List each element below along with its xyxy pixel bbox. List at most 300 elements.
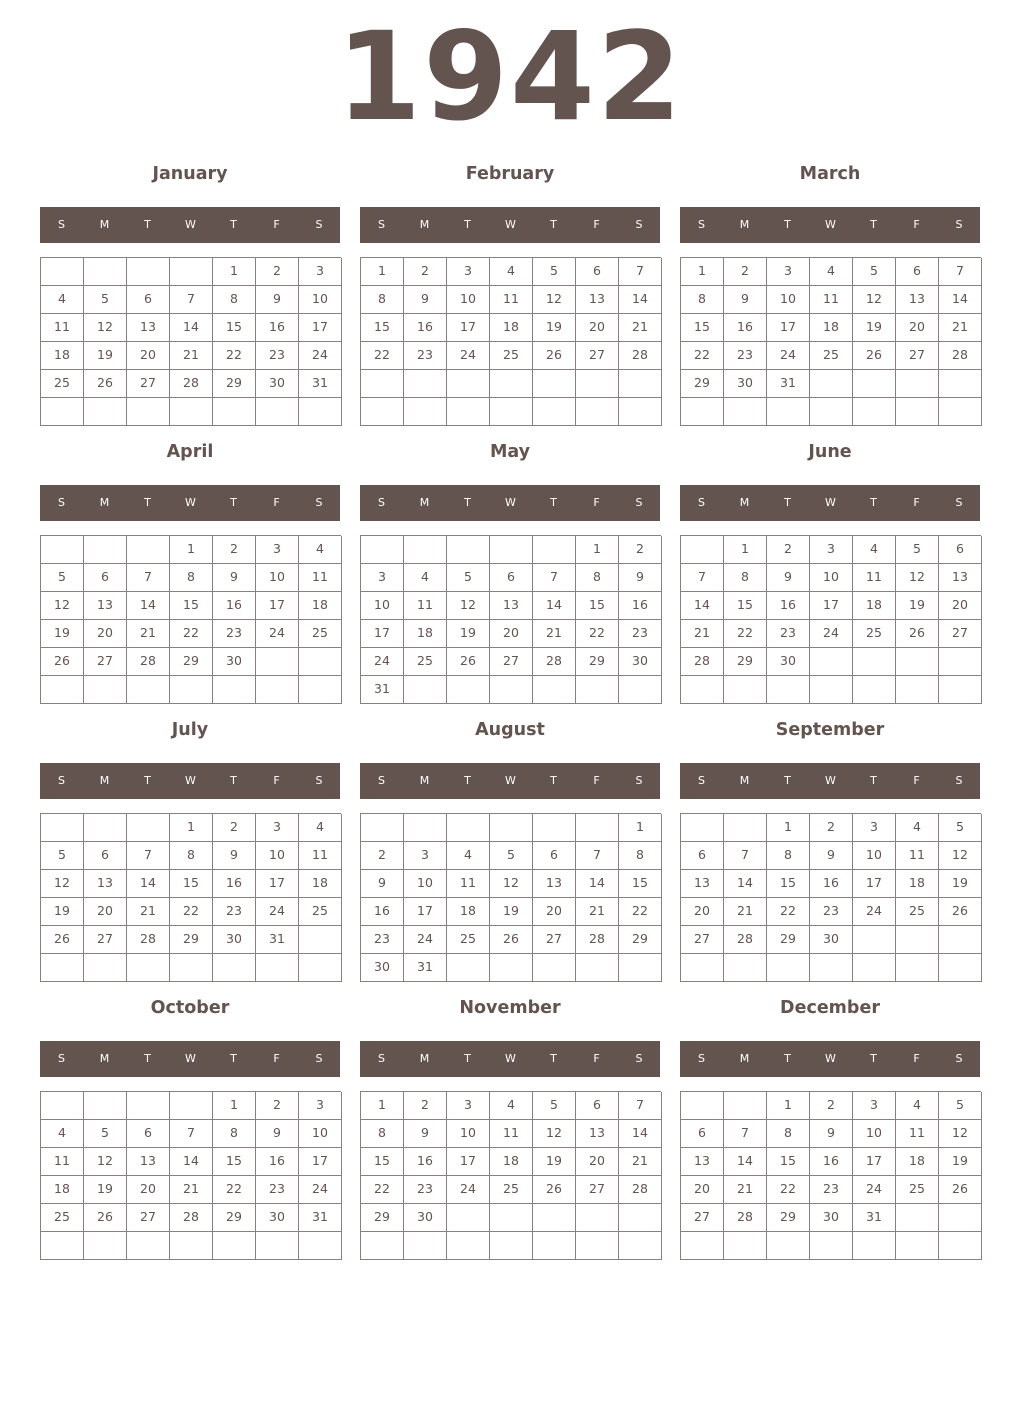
day-cell: 2 (619, 536, 662, 564)
day-cell: 28 (127, 926, 170, 954)
day-cell: 24 (853, 1176, 896, 1204)
day-cell: 27 (896, 342, 939, 370)
empty-cell (853, 1232, 896, 1260)
day-cell: 7 (533, 564, 576, 592)
empty-cell (576, 1232, 619, 1260)
month-title: July (171, 720, 209, 740)
weekday-header (680, 763, 980, 799)
day-cell: 1 (361, 258, 404, 286)
day-cell: 29 (767, 926, 810, 954)
weekday-label: S (315, 1052, 323, 1065)
day-cell: 20 (939, 592, 982, 620)
day-cell: 21 (533, 620, 576, 648)
day-cell: 5 (896, 536, 939, 564)
weekday-header (360, 763, 660, 799)
empty-cell (939, 370, 982, 398)
day-cell: 23 (767, 620, 810, 648)
day-cell: 7 (576, 842, 619, 870)
day-cell: 19 (84, 1176, 127, 1204)
empty-cell (84, 1232, 127, 1260)
empty-cell (447, 676, 490, 704)
empty-cell (619, 954, 662, 982)
day-cell: 25 (490, 1176, 533, 1204)
day-cell: 25 (896, 1176, 939, 1204)
day-cell: 5 (447, 564, 490, 592)
day-cell: 9 (404, 1120, 447, 1148)
day-cell: 22 (213, 342, 256, 370)
weekday-label: M (419, 218, 430, 231)
day-cell: 26 (939, 898, 982, 926)
empty-cell (724, 1232, 767, 1260)
day-cell: 1 (576, 536, 619, 564)
day-cell: 27 (681, 1204, 724, 1232)
month-title: August (475, 720, 545, 740)
day-cell: 15 (576, 592, 619, 620)
day-cell: 14 (681, 592, 724, 620)
empty-cell (404, 398, 447, 426)
day-cell: 5 (84, 286, 127, 314)
empty-cell (404, 1232, 447, 1260)
day-cell: 29 (213, 370, 256, 398)
day-grid (680, 813, 981, 982)
day-cell: 15 (213, 314, 256, 342)
day-cell: 10 (447, 286, 490, 314)
day-cell: 19 (84, 342, 127, 370)
empty-cell (361, 536, 404, 564)
empty-cell (853, 676, 896, 704)
empty-cell (853, 648, 896, 676)
weekday-header (680, 485, 980, 521)
day-cell: 9 (213, 564, 256, 592)
empty-cell (404, 536, 447, 564)
weekday-label: F (593, 1052, 600, 1065)
day-cell: 4 (896, 814, 939, 842)
day-cell: 26 (41, 926, 84, 954)
day-cell: 15 (681, 314, 724, 342)
day-cell: 23 (810, 1176, 853, 1204)
weekday-label: M (739, 218, 750, 231)
day-cell: 19 (533, 1148, 576, 1176)
empty-cell (170, 398, 213, 426)
day-cell: 31 (299, 370, 342, 398)
weekday-label: T (784, 496, 791, 509)
weekday-label: S (698, 218, 705, 231)
month-title: May (489, 442, 531, 462)
weekday-label: S (955, 774, 963, 787)
day-cell: 15 (170, 870, 213, 898)
weekday-label: W (185, 774, 196, 787)
weekday-label: S (378, 218, 385, 231)
day-cell: 22 (767, 1176, 810, 1204)
day-cell: 27 (127, 1204, 170, 1232)
empty-cell (939, 926, 982, 954)
day-cell: 7 (127, 842, 170, 870)
day-grid (40, 257, 341, 426)
empty-cell (533, 1204, 576, 1232)
empty-cell (447, 814, 490, 842)
weekday-header (680, 1041, 980, 1077)
day-cell: 21 (939, 314, 982, 342)
day-cell: 25 (299, 620, 342, 648)
weekday-label: T (784, 218, 791, 231)
empty-cell (724, 676, 767, 704)
day-cell: 18 (41, 1176, 84, 1204)
day-cell: 13 (533, 870, 576, 898)
day-cell: 10 (853, 1120, 896, 1148)
weekday-label: S (698, 774, 705, 787)
day-cell: 25 (896, 898, 939, 926)
empty-cell (299, 648, 342, 676)
day-cell: 11 (896, 1120, 939, 1148)
empty-cell (767, 676, 810, 704)
empty-cell (404, 370, 447, 398)
day-cell: 17 (447, 314, 490, 342)
day-cell: 18 (810, 314, 853, 342)
empty-cell (896, 676, 939, 704)
day-cell: 2 (724, 258, 767, 286)
day-cell: 22 (619, 898, 662, 926)
day-cell: 17 (361, 620, 404, 648)
day-cell: 19 (853, 314, 896, 342)
day-cell: 13 (84, 592, 127, 620)
day-cell: 31 (361, 676, 404, 704)
day-cell: 14 (576, 870, 619, 898)
day-cell: 15 (767, 870, 810, 898)
day-cell: 3 (299, 1092, 342, 1120)
month-title: September (775, 720, 885, 740)
day-cell: 17 (853, 1148, 896, 1176)
weekday-label: S (635, 218, 643, 231)
day-cell: 24 (767, 342, 810, 370)
day-cell: 23 (213, 620, 256, 648)
empty-cell (533, 814, 576, 842)
day-cell: 22 (170, 898, 213, 926)
day-cell: 6 (681, 1120, 724, 1148)
day-cell: 29 (767, 1204, 810, 1232)
day-cell: 29 (213, 1204, 256, 1232)
empty-cell (170, 676, 213, 704)
weekday-label: W (505, 1052, 516, 1065)
day-cell: 30 (213, 926, 256, 954)
day-cell: 22 (767, 898, 810, 926)
day-cell: 13 (576, 286, 619, 314)
day-cell: 28 (939, 342, 982, 370)
day-cell: 4 (299, 814, 342, 842)
weekday-label: T (464, 774, 471, 787)
empty-cell (619, 1204, 662, 1232)
day-cell: 2 (404, 1092, 447, 1120)
empty-cell (447, 536, 490, 564)
weekday-label: T (230, 774, 237, 787)
day-cell: 27 (84, 926, 127, 954)
day-cell: 22 (576, 620, 619, 648)
day-cell: 7 (939, 258, 982, 286)
day-cell: 29 (576, 648, 619, 676)
day-grid (40, 1091, 341, 1260)
day-cell: 13 (127, 1148, 170, 1176)
weekday-label: T (550, 218, 557, 231)
day-cell: 30 (404, 1204, 447, 1232)
day-cell: 2 (810, 1092, 853, 1120)
weekday-label: W (185, 218, 196, 231)
day-cell: 17 (256, 592, 299, 620)
day-cell: 23 (361, 926, 404, 954)
day-cell: 14 (533, 592, 576, 620)
day-cell: 16 (810, 1148, 853, 1176)
month-title: January (152, 164, 228, 184)
day-cell: 13 (939, 564, 982, 592)
day-cell: 27 (533, 926, 576, 954)
day-cell: 14 (127, 870, 170, 898)
day-cell: 17 (404, 898, 447, 926)
day-cell: 27 (84, 648, 127, 676)
empty-cell (127, 1092, 170, 1120)
day-cell: 26 (41, 648, 84, 676)
empty-cell (127, 1232, 170, 1260)
empty-cell (41, 676, 84, 704)
day-cell: 1 (767, 1092, 810, 1120)
day-cell: 15 (767, 1148, 810, 1176)
day-cell: 22 (724, 620, 767, 648)
weekday-label: W (825, 774, 836, 787)
empty-cell (810, 370, 853, 398)
day-cell: 10 (299, 286, 342, 314)
day-cell: 17 (767, 314, 810, 342)
day-cell: 24 (299, 1176, 342, 1204)
day-cell: 13 (681, 870, 724, 898)
day-cell: 14 (170, 314, 213, 342)
weekday-header (360, 485, 660, 521)
empty-cell (896, 370, 939, 398)
empty-cell (361, 398, 404, 426)
month-title: November (459, 998, 561, 1018)
weekday-label: M (739, 1052, 750, 1065)
day-cell: 6 (576, 1092, 619, 1120)
day-cell: 16 (256, 1148, 299, 1176)
day-cell: 24 (256, 898, 299, 926)
day-cell: 28 (681, 648, 724, 676)
day-cell: 18 (447, 898, 490, 926)
day-cell: 11 (299, 842, 342, 870)
empty-cell (361, 370, 404, 398)
day-cell: 14 (939, 286, 982, 314)
day-cell: 6 (84, 564, 127, 592)
day-cell: 21 (127, 898, 170, 926)
day-cell: 1 (213, 258, 256, 286)
day-cell: 4 (896, 1092, 939, 1120)
day-cell: 12 (84, 1148, 127, 1176)
weekday-label: T (784, 1052, 791, 1065)
day-cell: 24 (361, 648, 404, 676)
weekday-header (40, 1041, 340, 1077)
empty-cell (619, 370, 662, 398)
empty-cell (41, 536, 84, 564)
day-cell: 15 (213, 1148, 256, 1176)
empty-cell (41, 814, 84, 842)
day-cell: 5 (490, 842, 533, 870)
empty-cell (853, 398, 896, 426)
empty-cell (256, 648, 299, 676)
day-grid (40, 813, 341, 982)
day-cell: 10 (299, 1120, 342, 1148)
day-cell: 23 (404, 1176, 447, 1204)
empty-cell (576, 370, 619, 398)
day-cell: 16 (767, 592, 810, 620)
day-cell: 21 (724, 1176, 767, 1204)
weekday-label: S (378, 774, 385, 787)
day-cell: 18 (490, 1148, 533, 1176)
day-cell: 2 (767, 536, 810, 564)
empty-cell (447, 370, 490, 398)
weekday-label: T (230, 496, 237, 509)
day-cell: 31 (853, 1204, 896, 1232)
day-cell: 5 (41, 564, 84, 592)
empty-cell (213, 1232, 256, 1260)
day-cell: 3 (256, 536, 299, 564)
weekday-label: F (593, 218, 600, 231)
weekday-label: T (464, 496, 471, 509)
weekday-label: W (185, 1052, 196, 1065)
empty-cell (41, 398, 84, 426)
day-cell: 7 (619, 1092, 662, 1120)
day-cell: 11 (447, 870, 490, 898)
day-cell: 28 (533, 648, 576, 676)
day-cell: 10 (404, 870, 447, 898)
day-grid (360, 1091, 661, 1260)
day-cell: 9 (810, 1120, 853, 1148)
day-cell: 18 (404, 620, 447, 648)
day-cell: 24 (256, 620, 299, 648)
day-cell: 25 (404, 648, 447, 676)
day-cell: 22 (681, 342, 724, 370)
weekday-header (680, 207, 980, 243)
day-cell: 4 (490, 258, 533, 286)
day-cell: 17 (299, 314, 342, 342)
day-cell: 21 (681, 620, 724, 648)
day-cell: 13 (490, 592, 533, 620)
weekday-label: M (99, 218, 110, 231)
empty-cell (810, 648, 853, 676)
weekday-label: F (593, 774, 600, 787)
day-cell: 29 (619, 926, 662, 954)
empty-cell (170, 1092, 213, 1120)
day-cell: 25 (447, 926, 490, 954)
day-cell: 8 (170, 842, 213, 870)
empty-cell (533, 954, 576, 982)
empty-cell (810, 676, 853, 704)
day-cell: 12 (41, 870, 84, 898)
empty-cell (490, 370, 533, 398)
day-cell: 29 (170, 926, 213, 954)
weekday-label: S (378, 1052, 385, 1065)
day-cell: 27 (939, 620, 982, 648)
day-cell: 16 (361, 898, 404, 926)
day-cell: 4 (41, 1120, 84, 1148)
empty-cell (170, 258, 213, 286)
empty-cell (810, 1232, 853, 1260)
empty-cell (853, 370, 896, 398)
day-cell: 7 (724, 1120, 767, 1148)
day-cell: 3 (299, 258, 342, 286)
day-cell: 12 (84, 314, 127, 342)
day-cell: 1 (681, 258, 724, 286)
weekday-label: S (58, 218, 65, 231)
day-cell: 5 (41, 842, 84, 870)
empty-cell (767, 1232, 810, 1260)
day-cell: 28 (170, 370, 213, 398)
month-title: June (808, 442, 852, 462)
empty-cell (619, 676, 662, 704)
day-cell: 11 (404, 592, 447, 620)
weekday-label: S (378, 496, 385, 509)
day-cell: 16 (619, 592, 662, 620)
day-cell: 11 (490, 286, 533, 314)
empty-cell (84, 258, 127, 286)
day-cell: 7 (681, 564, 724, 592)
empty-cell (939, 954, 982, 982)
empty-cell (447, 954, 490, 982)
weekday-label: W (505, 496, 516, 509)
day-cell: 31 (256, 926, 299, 954)
day-cell: 30 (213, 648, 256, 676)
day-cell: 8 (767, 1120, 810, 1148)
day-cell: 9 (767, 564, 810, 592)
day-cell: 25 (41, 370, 84, 398)
day-cell: 21 (170, 342, 213, 370)
weekday-label: S (315, 496, 323, 509)
month-title: February (465, 164, 555, 184)
day-grid (680, 1091, 981, 1260)
day-cell: 14 (724, 1148, 767, 1176)
weekday-label: T (144, 1052, 151, 1065)
day-cell: 22 (170, 620, 213, 648)
day-cell: 8 (619, 842, 662, 870)
day-cell: 19 (896, 592, 939, 620)
empty-cell (939, 398, 982, 426)
day-cell: 30 (724, 370, 767, 398)
weekday-label: S (955, 218, 963, 231)
weekday-label: S (635, 496, 643, 509)
day-cell: 23 (619, 620, 662, 648)
day-cell: 27 (127, 370, 170, 398)
day-cell: 14 (170, 1148, 213, 1176)
day-cell: 16 (724, 314, 767, 342)
day-cell: 20 (533, 898, 576, 926)
empty-cell (896, 1232, 939, 1260)
empty-cell (490, 676, 533, 704)
day-cell: 24 (447, 1176, 490, 1204)
day-cell: 11 (41, 1148, 84, 1176)
day-cell: 21 (724, 898, 767, 926)
day-cell: 23 (724, 342, 767, 370)
day-cell: 12 (533, 286, 576, 314)
day-cell: 19 (447, 620, 490, 648)
weekday-label: M (419, 496, 430, 509)
empty-cell (170, 1232, 213, 1260)
day-cell: 12 (939, 1120, 982, 1148)
empty-cell (810, 398, 853, 426)
day-cell: 6 (84, 842, 127, 870)
empty-cell (576, 1204, 619, 1232)
day-cell: 15 (361, 1148, 404, 1176)
day-cell: 20 (576, 1148, 619, 1176)
day-cell: 15 (619, 870, 662, 898)
day-cell: 3 (853, 1092, 896, 1120)
day-cell: 1 (213, 1092, 256, 1120)
weekday-label: T (230, 218, 237, 231)
weekday-label: T (230, 1052, 237, 1065)
day-cell: 26 (84, 1204, 127, 1232)
